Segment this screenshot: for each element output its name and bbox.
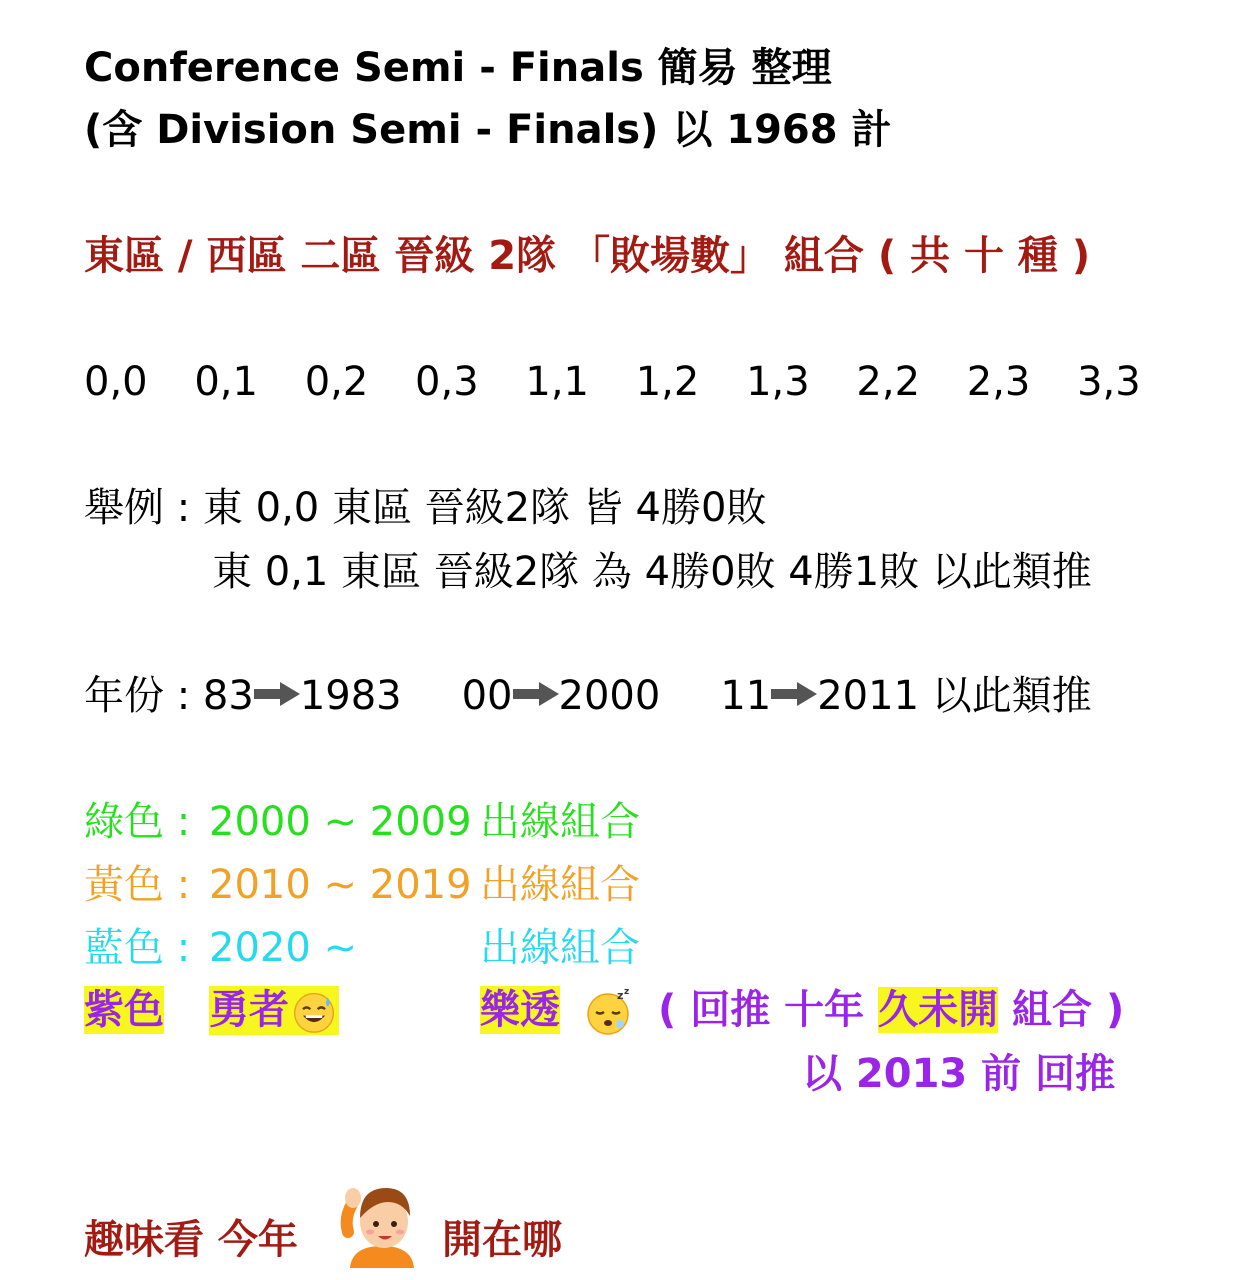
- right-arrow-icon: [771, 682, 817, 706]
- legend-purple-line2: 以 2013 前 回推: [802, 1051, 1116, 1097]
- legend-blue-range: 2020 ~: [209, 925, 358, 971]
- footer-text-1: 趣味看 今年: [84, 1217, 298, 1263]
- legend-green: [84, 798, 640, 846]
- page-title: Conference Semi - Finals 簡易 整理: [84, 45, 832, 91]
- legend-purple-paren-open: ( 回推 十年: [658, 987, 865, 1033]
- legend-yellow: [84, 861, 640, 909]
- legend-blue-label: 藍色 :: [84, 925, 191, 971]
- combo-item: 1,3: [746, 359, 810, 405]
- legend-yellow-label: 黃色 :: [84, 862, 191, 908]
- legend-green-label: 綠色 :: [84, 799, 191, 845]
- legend-green-range: 2000 ~ 2009: [209, 799, 472, 845]
- year-example-a: 1983: [299, 673, 402, 719]
- legend-purple-label: 紫色: [84, 987, 164, 1033]
- combo-item: 2,3: [966, 359, 1031, 405]
- combo-item: 1,1: [525, 359, 589, 405]
- waving-boy-icon: [340, 1180, 424, 1268]
- legend-yellow-text: 出線組合: [480, 862, 640, 908]
- example-line-1: 舉例 : 東 0,0 東區 晉級2隊 皆 4勝0敗: [84, 485, 767, 531]
- year-example-b-from: 00: [461, 673, 513, 719]
- combo-item: 2,2: [856, 359, 921, 405]
- legend-purple: [84, 986, 1244, 1038]
- legend-blue: [84, 924, 640, 972]
- combo-item: 0,1: [194, 359, 258, 405]
- legend-purple-note: [658, 986, 1124, 1034]
- combo-item: 0,2: [304, 359, 369, 405]
- footer-text-2: 開在哪: [442, 1217, 562, 1263]
- sleeping-face-icon: [584, 986, 634, 1036]
- legend-purple-brave-text: 勇者: [209, 987, 289, 1033]
- combo-section-title: 東區 / 西區 二區 晉級 2隊 「敗場數」 組合 ( 共 十 種 ): [84, 233, 1091, 279]
- footer: [84, 1180, 784, 1270]
- combo-item: 1,2: [635, 359, 700, 405]
- legend-purple-brave: [209, 986, 339, 1035]
- example-line-2: 東 0,1 東區 晉級2隊 為 4勝0敗 4勝1敗 以此類推: [212, 549, 1092, 595]
- legend-yellow-range: 2010 ~ 2019: [209, 862, 472, 908]
- svg-text:z: z: [624, 987, 630, 997]
- legend-green-text: 出線組合: [480, 799, 640, 845]
- year-example-c-to: 2011 以此類推: [817, 673, 1092, 719]
- combo-item: 0,3: [415, 359, 479, 405]
- right-arrow-icon: [513, 682, 559, 706]
- legend-purple-paren-close: 組合 ): [1012, 987, 1125, 1033]
- year-example-b-to: 2000: [558, 673, 661, 719]
- combo-item: 0,0: [84, 359, 148, 405]
- legend-purple-highlight: 久未開: [878, 987, 999, 1033]
- sweat-smile-icon: [289, 989, 339, 1035]
- year-label: 年份 : 83: [84, 673, 254, 719]
- right-arrow-icon: [254, 682, 300, 706]
- year-example-c-from: 11: [720, 673, 772, 719]
- legend-blue-text: 出線組合: [480, 925, 640, 971]
- combo-item: 3,3: [1077, 359, 1141, 405]
- combo-list: [84, 358, 1175, 406]
- year-note: [84, 672, 1092, 720]
- page-subtitle: (含 Division Semi - Finals) 以 1968 計: [84, 107, 892, 153]
- legend-purple-lotto: 樂透: [480, 987, 560, 1033]
- svg-text:z: z: [617, 989, 624, 1002]
